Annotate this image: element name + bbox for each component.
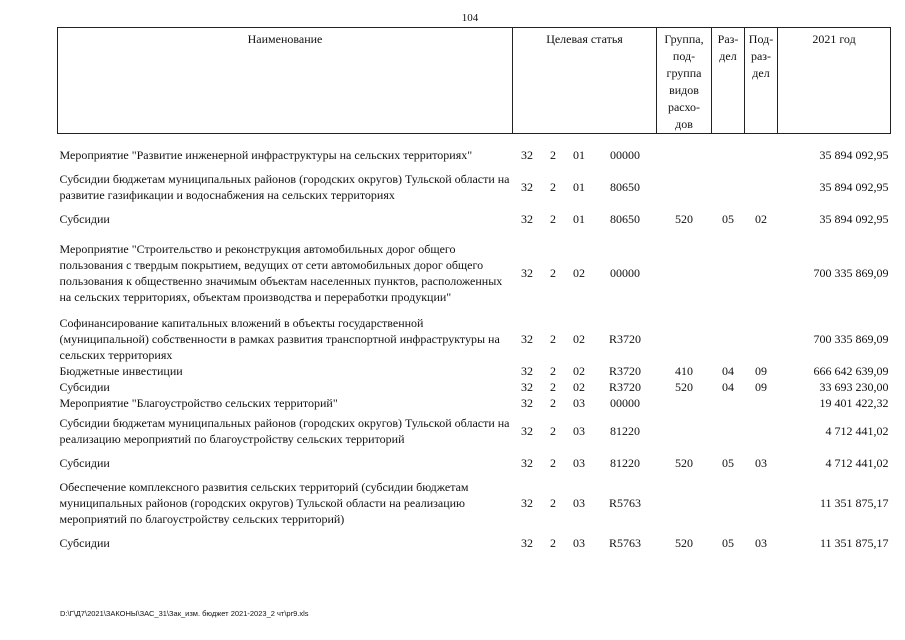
row-amount: 4 712 441,02	[825, 455, 889, 470]
row-code-subprogram: 2	[550, 211, 556, 226]
row-code-subprogram: 2	[550, 179, 556, 194]
row-amount: 4 712 441,02	[825, 423, 889, 438]
row-name: Субсидии	[59, 211, 110, 226]
row-section	[712, 231, 745, 315]
row-amount: 33 693 230,00	[819, 379, 889, 394]
row-section: 05	[722, 455, 735, 470]
table-row	[58, 134, 891, 167]
row-subsection	[745, 411, 778, 451]
row-code-direction: R3720	[609, 379, 642, 394]
row-amount: 19 401 422,32	[819, 395, 889, 410]
row-code-event: 01	[573, 179, 585, 194]
row-amount: 35 894 092,95	[819, 148, 889, 163]
row-subsection	[745, 167, 778, 207]
row-section	[712, 134, 745, 167]
row-code-direction: 00000	[610, 265, 640, 280]
row-code-event: 02	[573, 331, 585, 346]
row-section	[712, 411, 745, 451]
row-subsection: 09	[755, 363, 768, 378]
row-code-program: 32	[521, 535, 533, 550]
row-code-subprogram: 2	[550, 331, 556, 346]
row-group: 520	[675, 455, 694, 470]
row-group: 520	[675, 211, 694, 226]
row-group	[657, 167, 712, 207]
row-code-subprogram: 2	[550, 265, 556, 280]
row-name: Мероприятие "Строительство и реконструкция автомобильных дорог общего пользования с твердым покрытием, ведущих от сети автомобильных дорог общего пользования к общественно значимым объектам населенных пунктов, расположенных на сельских территориях, объектам производства и переработки продукции"	[59, 241, 503, 304]
row-code-program: 32	[521, 179, 533, 194]
row-amount: 700 335 869,09	[813, 331, 889, 346]
row-name: Субсидии	[59, 455, 110, 470]
row-subsection	[745, 395, 778, 411]
row-code-subprogram: 2	[550, 395, 556, 410]
row-code-subprogram: 2	[550, 148, 556, 163]
row-code-program: 32	[521, 395, 533, 410]
file-path-footer: D:\Г\Д7\2021\ЗАКОНЫ\ЗАС_31\Зак_изм. бюджет 2021-2023_2 чт\pr9.xls	[60, 609, 309, 618]
row-code-program: 32	[521, 148, 533, 163]
row-name: Субсидии бюджетам муниципальных районов (городских округов) Тульской области на реализацию мероприятий по благоустройству сельских территорий	[59, 415, 510, 446]
row-name: Софинансирование капитальных вложений в объекты государственной (муниципальной) собственности в рамках развития транспортной инфраструктуры на сельских территориях	[59, 315, 500, 362]
row-code-event: 03	[573, 535, 585, 550]
row-code-subprogram: 2	[550, 455, 556, 470]
row-section	[712, 315, 745, 363]
row-subsection	[745, 231, 778, 315]
row-code-direction: 81220	[610, 423, 640, 438]
row-subsection	[745, 315, 778, 363]
row-amount: 35 894 092,95	[819, 211, 889, 226]
row-code-subprogram: 2	[550, 535, 556, 550]
row-code-program: 32	[521, 331, 533, 346]
table-row	[58, 167, 891, 207]
row-group	[657, 411, 712, 451]
row-code-program: 32	[521, 455, 533, 470]
row-code-subprogram: 2	[550, 495, 556, 510]
row-code-event: 03	[573, 423, 585, 438]
row-code-program: 32	[521, 211, 533, 226]
row-name: Мероприятие "Развитие инженерной инфраструктуры на сельских территориях"	[59, 148, 473, 163]
row-section: 05	[722, 535, 735, 550]
row-section	[712, 395, 745, 411]
header-year: 2021 год	[778, 28, 891, 134]
row-code-subprogram: 2	[550, 423, 556, 438]
row-section: 04	[722, 363, 735, 378]
row-code-direction: 00000	[610, 395, 640, 410]
header-section: Раз- дел	[712, 28, 745, 134]
row-group: 410	[675, 363, 694, 378]
row-name: Мероприятие "Благоустройство сельских территорий"	[59, 395, 338, 410]
row-code-event: 02	[573, 363, 585, 378]
table-row	[58, 395, 891, 411]
row-group	[657, 231, 712, 315]
row-group: 520	[675, 535, 694, 550]
header-group: Группа, под- группа видов расхо- дов	[657, 28, 712, 134]
table-row	[58, 231, 891, 315]
row-section	[712, 475, 745, 531]
row-subsection: 02	[755, 211, 768, 226]
header-name: Наименование	[58, 28, 513, 134]
row-code-program: 32	[521, 495, 533, 510]
row-code-direction: R3720	[609, 331, 642, 346]
row-subsection: 09	[755, 379, 768, 394]
row-code-subprogram: 2	[550, 379, 556, 394]
table-row	[58, 411, 891, 451]
row-code-direction: 00000	[610, 148, 640, 163]
row-code-event: 03	[573, 495, 585, 510]
row-name: Субсидии	[59, 535, 110, 550]
row-section: 04	[722, 379, 735, 394]
table-row	[58, 451, 891, 475]
table-row	[58, 207, 891, 231]
table-row	[58, 363, 891, 379]
row-code-program: 32	[521, 265, 533, 280]
row-subsection: 03	[755, 455, 768, 470]
row-name: Субсидии бюджетам муниципальных районов (городских округов) Тульской области на развитие газификации и водоснабжения на сельских территориях	[59, 171, 510, 202]
row-code-event: 03	[573, 455, 585, 470]
row-code-event: 03	[573, 395, 585, 410]
row-amount: 666 642 639,09	[813, 363, 889, 378]
row-amount: 35 894 092,95	[819, 179, 889, 194]
row-code-direction: R5763	[609, 535, 642, 550]
row-group	[657, 134, 712, 167]
row-name: Бюджетные инвестиции	[59, 363, 183, 378]
table-row	[58, 531, 891, 555]
row-group	[657, 475, 712, 531]
row-name: Субсидии	[59, 379, 110, 394]
row-subsection	[745, 134, 778, 167]
table-header-row	[58, 28, 891, 134]
row-amount: 11 351 875,17	[819, 495, 889, 510]
row-code-direction: 80650	[610, 179, 640, 194]
row-code-direction: 81220	[610, 455, 640, 470]
table-row	[58, 315, 891, 363]
table-row	[58, 475, 891, 531]
row-code-program: 32	[521, 423, 533, 438]
row-code-direction: R3720	[609, 363, 642, 378]
row-code-subprogram: 2	[550, 363, 556, 378]
row-group	[657, 315, 712, 363]
row-group	[657, 395, 712, 411]
row-code-event: 01	[573, 148, 585, 163]
row-amount: 700 335 869,09	[813, 265, 889, 280]
row-group: 520	[675, 379, 694, 394]
row-code-direction: 80650	[610, 211, 640, 226]
row-code-program: 32	[521, 379, 533, 394]
header-target: Целевая статья	[513, 28, 657, 134]
header-subsection: Под- раз- дел	[745, 28, 778, 134]
row-code-direction: R5763	[609, 495, 642, 510]
row-amount: 11 351 875,17	[819, 535, 889, 550]
row-code-event: 01	[573, 211, 585, 226]
row-section: 05	[722, 211, 735, 226]
row-subsection	[745, 475, 778, 531]
row-code-program: 32	[521, 363, 533, 378]
budget-table	[57, 27, 891, 555]
row-name: Обеспечение комплексного развития сельских территорий (субсидии бюджетам муниципальных районов (городских округов) Тульской области на реализацию мероприятий по благоустройству сельских территорий)	[59, 479, 469, 526]
table-row	[58, 379, 891, 395]
row-subsection: 03	[755, 535, 768, 550]
row-section	[712, 167, 745, 207]
row-code-event: 02	[573, 265, 585, 280]
row-code-event: 02	[573, 379, 585, 394]
page-number: 104	[461, 12, 479, 24]
